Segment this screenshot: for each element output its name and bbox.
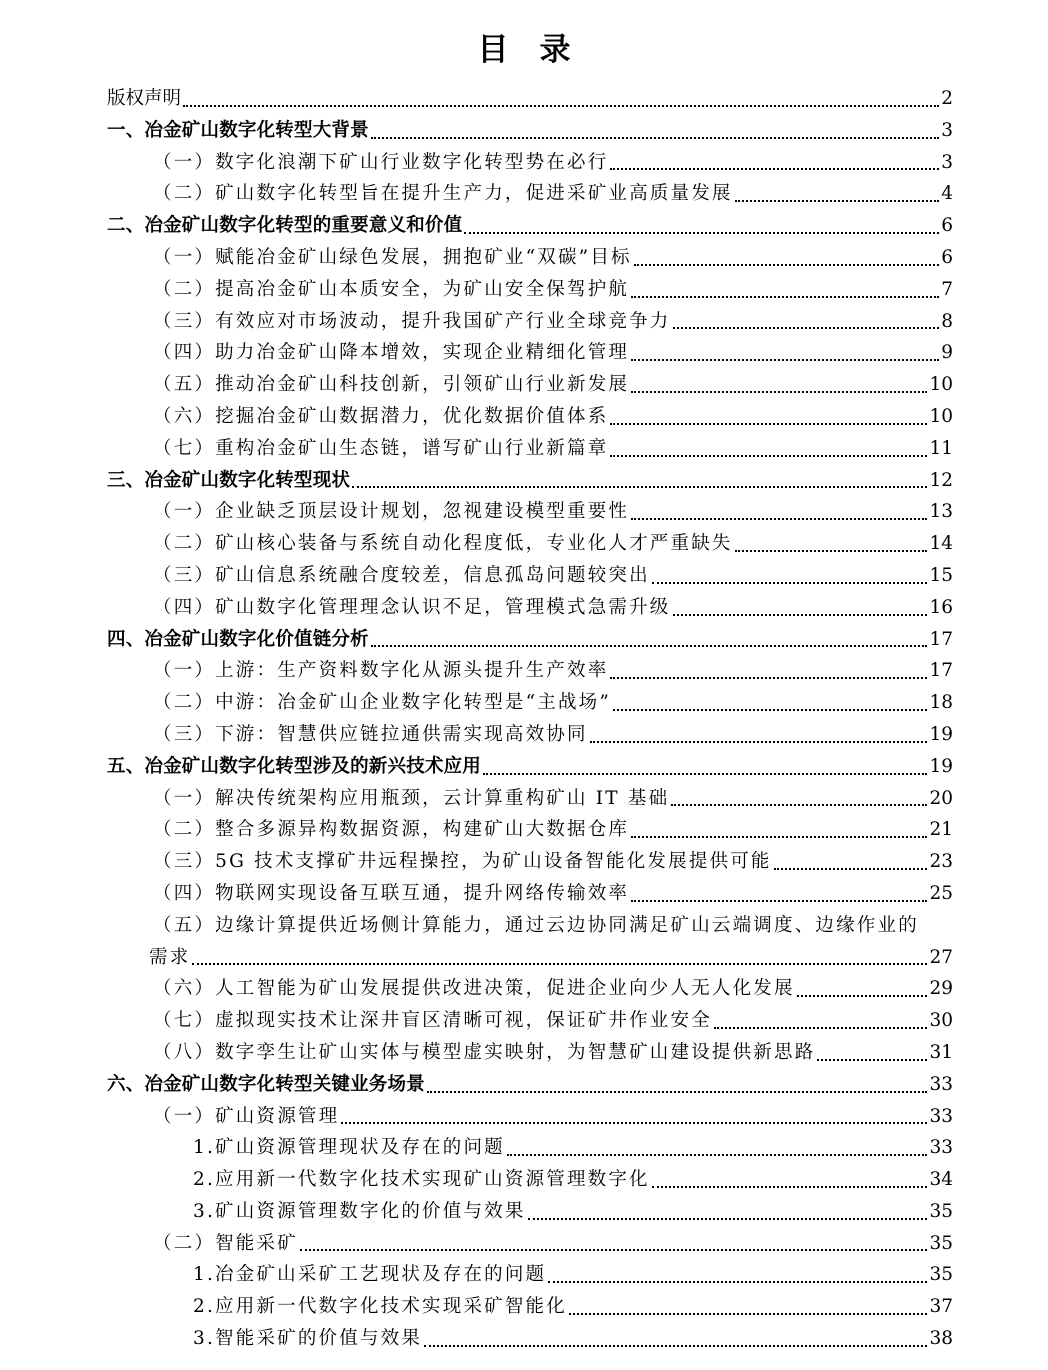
toc-entry[interactable] xyxy=(107,242,953,274)
toc-entry-title: （六）人工智能为矿山发展提供改进决策，促进企业向少人无人化发展 xyxy=(153,978,795,1000)
dot-leader xyxy=(652,581,928,584)
toc-entry-title: （三）矿山信息系统融合度较差，信息孤岛问题较突出 xyxy=(153,564,650,586)
toc-entry-title: 2.应用新一代数字化技术实现采矿智能化 xyxy=(193,1296,567,1318)
toc-page-number: 15 xyxy=(929,564,953,586)
toc-entry-title: （五）边缘计算提供近场侧计算能力，通过云边协同满足矿山云端调度、边缘作业的 xyxy=(153,914,919,936)
toc-page-number: 21 xyxy=(929,819,953,841)
toc-entry-title: 1.矿山资源管理现状及存在的问题 xyxy=(193,1137,505,1159)
toc-entry[interactable] xyxy=(107,1291,953,1323)
dot-leader xyxy=(300,1248,928,1251)
toc-entry[interactable] xyxy=(107,942,953,974)
dot-leader xyxy=(590,740,928,743)
toc-entry[interactable] xyxy=(107,1164,953,1196)
toc-entry-title: 1.冶金矿山采矿工艺现状及存在的问题 xyxy=(193,1264,547,1286)
toc-page-number: 12 xyxy=(929,469,953,491)
dot-leader xyxy=(735,549,928,552)
toc-entry[interactable] xyxy=(107,687,953,719)
dot-leader xyxy=(464,231,939,234)
toc-entry-title: （七）重构冶金矿山生态链，谱写矿山行业新篇章 xyxy=(153,437,609,459)
toc-entry-title: （一）赋能冶金矿山绿色发展，拥抱矿业“双碳”目标 xyxy=(153,246,632,268)
toc-entry[interactable] xyxy=(107,1259,953,1291)
dot-leader xyxy=(548,1280,927,1283)
toc-page-number: 37 xyxy=(929,1296,953,1318)
toc-entry-title: （二）矿山数字化转型旨在提升生产力，促进采矿业高质量发展 xyxy=(153,183,733,205)
toc-entry-title: （一）企业缺乏顶层设计规划，忽视建设模型重要性 xyxy=(153,501,630,523)
toc-page-number: 16 xyxy=(929,596,953,618)
toc-page-number: 10 xyxy=(929,374,953,396)
toc-entry-title: （一）解决传统架构应用瓶颈，云计算重构矿山 IT 基础 xyxy=(153,787,670,809)
dot-leader xyxy=(610,167,939,170)
toc-page-number: 20 xyxy=(929,787,953,809)
toc-page-number: 13 xyxy=(929,501,953,523)
toc-entry[interactable] xyxy=(107,878,953,910)
toc-entry-title: 六、冶金矿山数字化转型关键业务场景 xyxy=(107,1073,425,1095)
toc-page-number: 25 xyxy=(929,882,953,904)
dot-leader xyxy=(634,263,940,266)
dot-leader xyxy=(797,994,928,997)
toc-entry[interactable] xyxy=(107,1196,953,1228)
toc-entry-title: 四、冶金矿山数字化价值链分析 xyxy=(107,628,369,650)
dot-leader xyxy=(424,1344,927,1347)
toc-entry-title: （一）数字化浪潮下矿山行业数字化转型势在必行 xyxy=(153,151,609,173)
toc-page-number: 17 xyxy=(929,628,953,650)
toc-entry[interactable] xyxy=(107,655,953,687)
toc-page-number: 38 xyxy=(929,1328,953,1350)
toc-entry[interactable] xyxy=(107,210,953,242)
toc-entry[interactable] xyxy=(107,624,953,656)
toc-entry-title: （二）中游：冶金矿山企业数字化转型是“主战场” xyxy=(153,692,612,714)
toc-entry-title: （二）提高冶金矿山本质安全，为矿山安全保驾护航 xyxy=(153,278,630,300)
toc-entry[interactable] xyxy=(107,369,953,401)
dot-leader xyxy=(673,613,928,616)
toc-entry[interactable] xyxy=(107,1005,953,1037)
toc-page-number: 35 xyxy=(929,1232,953,1254)
dot-leader xyxy=(631,295,939,298)
toc-entry-title: （六）挖掘冶金矿山数据潜力，优化数据价值体系 xyxy=(153,405,609,427)
dot-leader xyxy=(610,422,927,425)
dot-leader xyxy=(507,1153,928,1156)
dot-leader xyxy=(427,1090,928,1093)
toc-entry[interactable] xyxy=(107,337,953,369)
toc-entry[interactable] xyxy=(107,910,953,942)
dot-leader xyxy=(483,772,927,775)
toc-page-number: 30 xyxy=(929,1010,953,1032)
toc-page-number: 6 xyxy=(941,246,953,268)
dot-leader xyxy=(774,867,928,870)
toc-page-number: 17 xyxy=(929,660,953,682)
toc-entry[interactable] xyxy=(107,178,953,210)
toc-entry-title: 2.应用新一代数字化技术实现矿山资源管理数字化 xyxy=(193,1169,650,1191)
toc-entry[interactable] xyxy=(107,401,953,433)
toc-page-number: 35 xyxy=(929,1200,953,1222)
toc-entry-title: 3.矿山资源管理数字化的价值与效果 xyxy=(193,1200,526,1222)
dot-leader xyxy=(610,676,927,679)
dot-leader xyxy=(671,803,927,806)
dot-leader xyxy=(631,835,927,838)
dot-leader xyxy=(714,1026,928,1029)
toc-entry[interactable] xyxy=(107,592,953,624)
toc-entry[interactable] xyxy=(107,814,953,846)
toc-entry[interactable] xyxy=(107,147,953,179)
toc-page-number: 7 xyxy=(941,278,953,300)
toc-entry-title: 五、冶金矿山数字化转型涉及的新兴技术应用 xyxy=(107,755,482,777)
toc-entry[interactable] xyxy=(107,465,953,497)
toc-page-number: 33 xyxy=(929,1137,953,1159)
toc-page-number: 3 xyxy=(941,119,953,141)
toc-entry-title: （三）5G 技术支撑矿井远程操控，为矿山设备智能化发展提供可能 xyxy=(153,851,772,873)
dot-leader xyxy=(673,326,940,329)
toc-entry[interactable] xyxy=(107,528,953,560)
toc-entry-title: （二）矿山核心装备与系统自动化程度低，专业化人才严重缺失 xyxy=(153,533,733,555)
toc-page-number: 6 xyxy=(941,215,953,237)
toc-page-number: 31 xyxy=(929,1041,953,1063)
toc-entry[interactable] xyxy=(107,973,953,1005)
toc-entry-title: （一）上游：生产资料数字化从源头提升生产效率 xyxy=(153,660,609,682)
toc-entry[interactable] xyxy=(107,433,953,465)
toc-entry-title: （三）下游：智慧供应链拉通供需实现高效协同 xyxy=(153,723,588,745)
toc-entry[interactable] xyxy=(107,306,953,338)
toc-entry[interactable] xyxy=(107,496,953,528)
toc-page-number: 29 xyxy=(929,978,953,1000)
toc-page-number: 2 xyxy=(941,88,953,109)
dot-leader xyxy=(735,199,940,202)
toc-entry-title: （二）智能采矿 xyxy=(153,1232,298,1254)
dot-leader xyxy=(631,390,927,393)
toc-entry-title: （四）助力冶金矿山降本增效，实现企业精细化管理 xyxy=(153,342,630,364)
toc-entry[interactable] xyxy=(107,1228,953,1260)
toc-entry[interactable] xyxy=(107,1069,953,1101)
toc-page-number: 11 xyxy=(929,437,953,459)
toc-entry-title: （八）数字孪生让矿山实体与模型虚实映射，为智慧矿山建设提供新思路 xyxy=(153,1041,816,1063)
page-title: 目 录 xyxy=(477,32,571,68)
toc-entry[interactable] xyxy=(107,783,953,815)
dot-leader xyxy=(528,1217,928,1220)
dot-leader xyxy=(352,485,927,488)
toc-entry-title: 一、冶金矿山数字化转型大背景 xyxy=(107,119,369,141)
dot-leader xyxy=(613,708,927,711)
table-of-contents xyxy=(107,83,953,1355)
toc-entry-title: （四）矿山数字化管理理念认识不足，管理模式急需升级 xyxy=(153,596,671,618)
dot-leader xyxy=(371,644,928,647)
toc-entry[interactable] xyxy=(107,846,953,878)
toc-entry-title: （四）物联网实现设备互联互通，提升网络传输效率 xyxy=(153,882,630,904)
dot-leader xyxy=(371,136,939,139)
toc-page-number: 8 xyxy=(941,310,953,332)
toc-entry-title: （一）矿山资源管理 xyxy=(153,1105,340,1127)
toc-entry[interactable] xyxy=(107,1132,953,1164)
toc-page-number: 35 xyxy=(929,1264,953,1286)
dot-leader xyxy=(183,104,939,107)
toc-page-number: 23 xyxy=(929,851,953,873)
toc-page-number: 19 xyxy=(929,723,953,745)
dot-leader xyxy=(610,454,927,457)
toc-page-number: 33 xyxy=(929,1105,953,1127)
toc-entry-title: 3.智能采矿的价值与效果 xyxy=(193,1328,423,1350)
dot-leader xyxy=(192,962,927,965)
toc-entry[interactable] xyxy=(107,560,953,592)
dot-leader xyxy=(631,899,927,902)
dot-leader xyxy=(569,1312,928,1315)
toc-entry[interactable] xyxy=(107,274,953,306)
toc-page-number: 18 xyxy=(929,692,953,714)
toc-page-number: 10 xyxy=(929,405,953,427)
dot-leader xyxy=(817,1058,927,1061)
toc-entry-title: （七）虚拟现实技术让深井盲区清晰可视，保证矿井作业安全 xyxy=(153,1010,712,1032)
toc-page-number: 9 xyxy=(941,342,953,364)
toc-entry-title: 三、冶金矿山数字化转型现状 xyxy=(107,469,351,491)
toc-entry[interactable] xyxy=(107,1323,953,1355)
toc-entry-title: 需求 xyxy=(149,946,191,968)
toc-page-number: 4 xyxy=(941,183,953,205)
toc-entry-title: 版权声明 xyxy=(107,88,182,109)
toc-entry[interactable] xyxy=(107,1037,953,1069)
toc-entry[interactable] xyxy=(107,751,953,783)
toc-page-number: 34 xyxy=(929,1169,953,1191)
toc-page-number: 19 xyxy=(929,755,953,777)
dot-leader xyxy=(341,1121,927,1124)
toc-page-number: 33 xyxy=(929,1073,953,1095)
toc-entry[interactable] xyxy=(107,1101,953,1133)
dot-leader xyxy=(631,358,939,361)
toc-entry-title: （五）推动冶金矿山科技创新，引领矿山行业新发展 xyxy=(153,374,630,396)
toc-entry-title: 二、冶金矿山数字化转型的重要意义和价值 xyxy=(107,215,463,237)
dot-leader xyxy=(652,1185,928,1188)
toc-entry-title: （三）有效应对市场波动，提升我国矿产行业全球竞争力 xyxy=(153,310,671,332)
toc-page-number: 3 xyxy=(941,151,953,173)
toc-entry-title: （二）整合多源异构数据资源，构建矿山大数据仓库 xyxy=(153,819,630,841)
toc-entry[interactable] xyxy=(107,83,953,115)
toc-entry[interactable] xyxy=(107,719,953,751)
toc-page-number: 14 xyxy=(929,533,953,555)
dot-leader xyxy=(631,517,927,520)
toc-entry[interactable] xyxy=(107,115,953,147)
toc-page-number: 27 xyxy=(929,946,953,968)
